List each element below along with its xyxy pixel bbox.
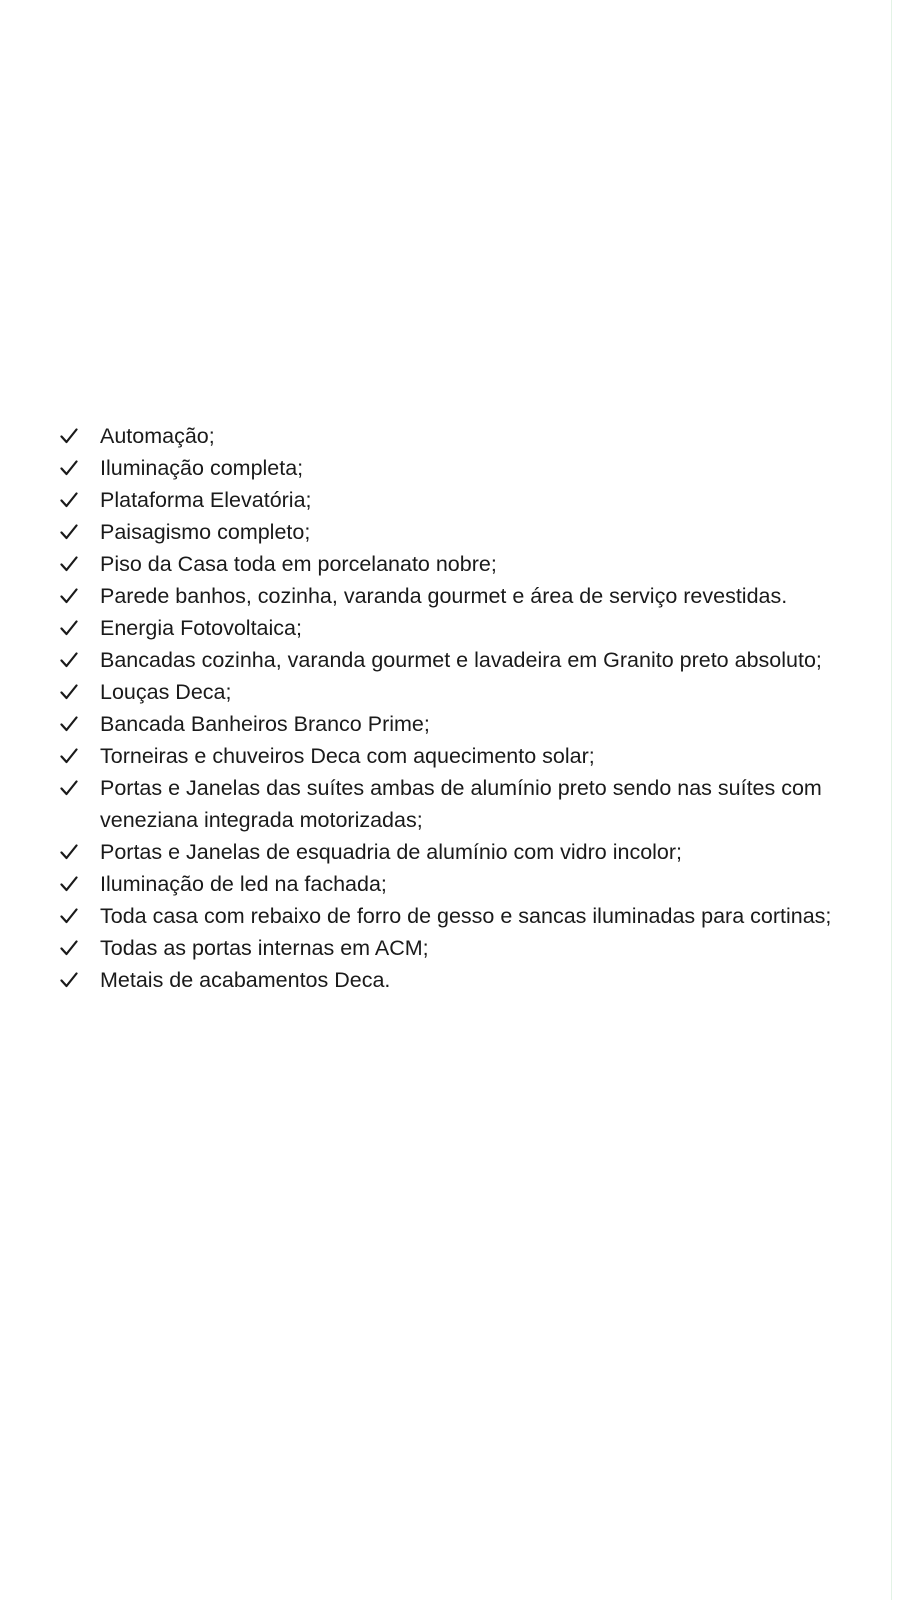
list-item-text: Toda casa com rebaixo de forro de gesso e sancas iluminadas para cortinas;	[100, 904, 832, 928]
feature-checklist	[58, 420, 888, 996]
check-mark-icon	[58, 484, 82, 516]
list-item	[58, 740, 888, 772]
check-mark-icon	[58, 932, 82, 964]
check-mark-icon	[58, 772, 82, 804]
list-item	[58, 612, 888, 644]
list-item-text: Bancadas cozinha, varanda gourmet e lavadeira em Granito preto absoluto;	[100, 648, 822, 672]
list-item	[58, 900, 888, 932]
list-item-text: Energia Fotovoltaica;	[100, 616, 302, 640]
list-item	[58, 772, 888, 836]
list-item	[58, 836, 888, 868]
list-item	[58, 964, 888, 996]
check-mark-icon	[58, 548, 82, 580]
check-mark-icon	[58, 836, 82, 868]
list-item-text: Automação;	[100, 424, 215, 448]
check-mark-icon	[58, 420, 82, 452]
check-mark-icon	[58, 868, 82, 900]
list-item	[58, 708, 888, 740]
check-mark-icon	[58, 964, 82, 996]
check-mark-icon	[58, 708, 82, 740]
list-item-text: Iluminação completa;	[100, 456, 304, 480]
list-item	[58, 516, 888, 548]
list-item-text: Iluminação de led na fachada;	[100, 872, 387, 896]
list-item	[58, 484, 888, 516]
list-item	[58, 868, 888, 900]
list-item	[58, 676, 888, 708]
list-item-text: Parede banhos, cozinha, varanda gourmet e área de serviço revestidas.	[100, 584, 788, 608]
list-item	[58, 548, 888, 580]
check-mark-icon	[58, 452, 82, 484]
page-edge-line	[891, 0, 892, 1600]
list-item-text: Bancada Banheiros Branco Prime;	[100, 712, 430, 736]
check-mark-icon	[58, 676, 82, 708]
check-mark-icon	[58, 900, 82, 932]
list-item	[58, 644, 888, 676]
list-item-text: Paisagismo completo;	[100, 520, 311, 544]
check-mark-icon	[58, 516, 82, 548]
list-item-text: Todas as portas internas em ACM;	[100, 936, 429, 960]
list-item-text: Plataforma Elevatória;	[100, 488, 312, 512]
check-mark-icon	[58, 644, 82, 676]
check-mark-icon	[58, 740, 82, 772]
check-mark-icon	[58, 580, 82, 612]
list-item-text: Piso da Casa toda em porcelanato nobre;	[100, 552, 497, 576]
list-item-text: Portas e Janelas de esquadria de alumínio com vidro incolor;	[100, 840, 683, 864]
list-item	[58, 420, 888, 452]
list-item-text: Torneiras e chuveiros Deca com aquecimento solar;	[100, 744, 595, 768]
list-item-text: Louças Deca;	[100, 680, 232, 704]
list-item	[58, 932, 888, 964]
list-item-text: Metais de acabamentos Deca.	[100, 968, 391, 992]
list-item	[58, 452, 888, 484]
check-mark-icon	[58, 612, 82, 644]
list-item	[58, 580, 888, 612]
list-item-text: Portas e Janelas das suítes ambas de alumínio preto sendo nas suítes com veneziana integrada motorizadas;	[100, 776, 822, 832]
